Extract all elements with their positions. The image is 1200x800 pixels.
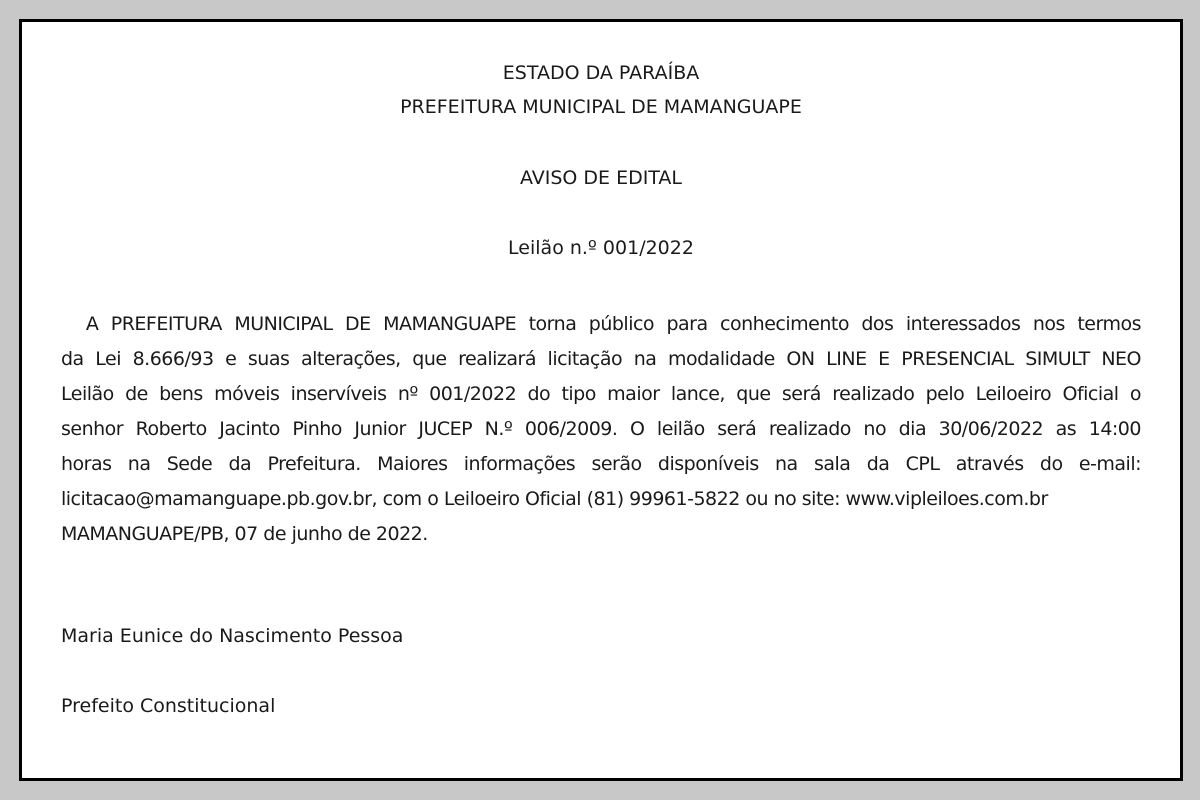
notice-body [61, 307, 1141, 552]
edital-notice [19, 19, 1183, 781]
body-line: licitacao@mamanguape.pb.gov.br, com o Leiloeiro Oficial (81) 99961-5822 ou no site: www.vipleiloes.com.br [61, 488, 1048, 510]
municipality-heading: PREFEITURA MUNICIPAL DE MAMANGUAPE [400, 96, 802, 118]
body-line-place-date: MAMANGUAPE/PB, 07 de junho de 2022. [61, 523, 428, 545]
auction-number: Leilão n.º 001/2022 [508, 237, 694, 259]
notice-title: AVISO DE EDITAL [519, 167, 683, 189]
body-line: A PREFEITURA MUNICIPAL DE MAMANGUAPE torna público para conhecimento dos interessados nos termos [61, 313, 1141, 335]
body-line: Leilão de bens móveis inservíveis nº 001/2022 do tipo maior lance, que será realizado pelo Leiloeiro Oficial o [61, 383, 1141, 405]
body-line: horas na Sede da Prefeitura. Maiores informações serão disponíveis na sala da CPL através do e-mail: [61, 453, 1141, 475]
body-line: senhor Roberto Jacinto Pinho Junior JUCEP N.º 006/2009. O leilão será realizado no dia 30/06/2022 as 14:00 [61, 418, 1141, 440]
signatory-name: Maria Eunice do Nascimento Pessoa [61, 625, 404, 647]
signatory-title: Prefeito Constitucional [61, 695, 276, 717]
body-line: da Lei 8.666/93 e suas alterações, que realizará licitação na modalidade ON LINE E PRESENCIAL SIMULT NEO [61, 348, 1141, 370]
state-heading: ESTADO DA PARAÍBA [502, 62, 700, 84]
